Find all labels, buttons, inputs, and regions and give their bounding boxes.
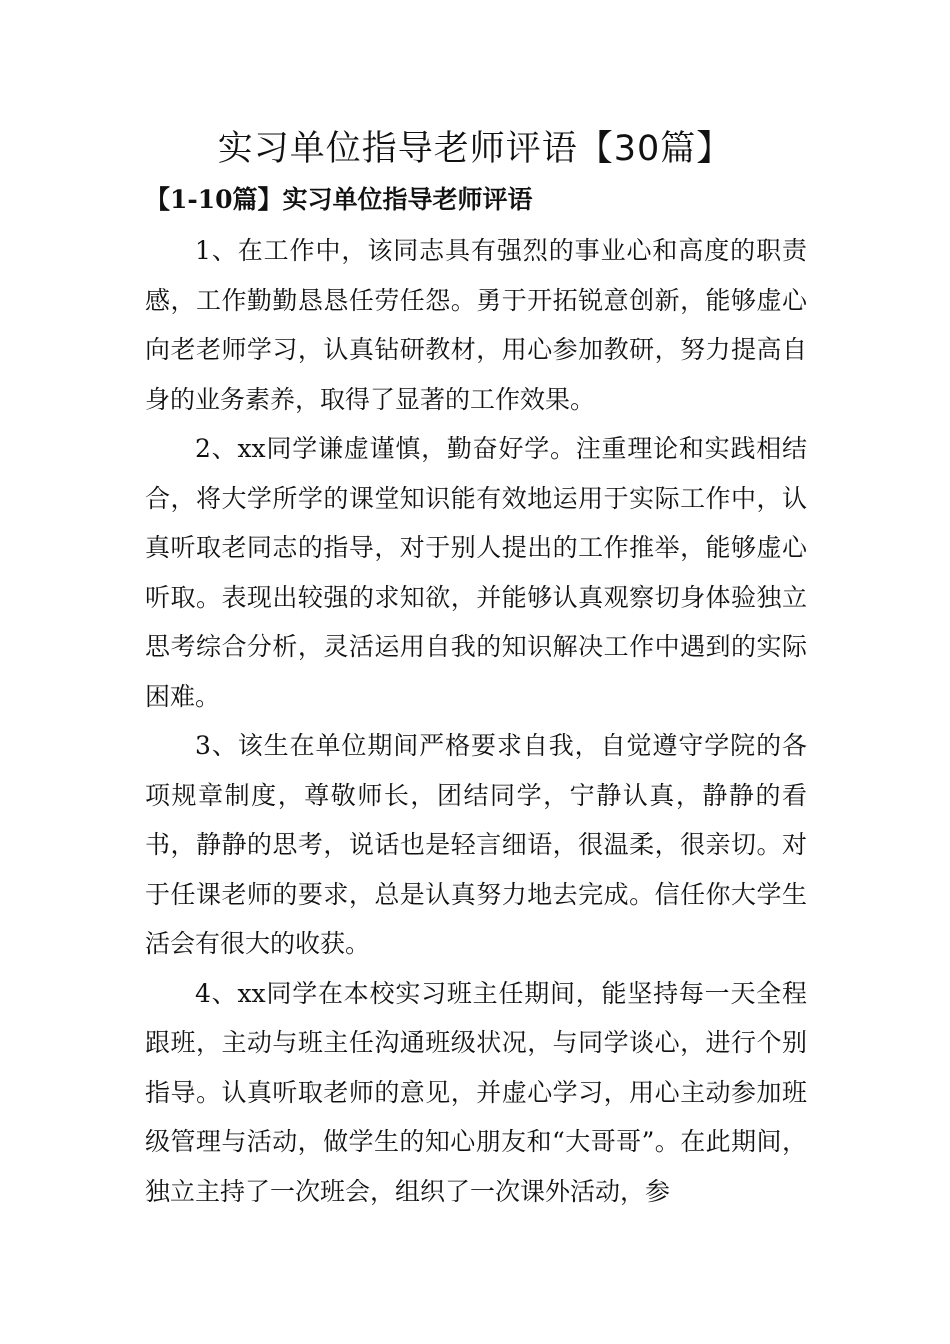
paragraph-1: 1、在工作中，该同志具有强烈的事业心和高度的职责感，工作勤勤恳恳任劳任怨。勇于开拓锐意创新，能够虚心向老老师学习，认真钻研教材，用心参加教研，努力提高自身的业务素养，取得了显著的工作效果。 — [145, 236, 807, 414]
document-title: 实习单位指导老师评语【30篇】 — [217, 129, 733, 169]
document-body — [145, 226, 807, 1216]
paragraph-3: 3、该生在单位期间严格要求自我，自觉遵守学院的各项规章制度，尊敬师长，团结同学，宁静认真，静静的看书，静静的思考，说话也是轻言细语，很温柔，很亲切。对于任课老师的要求，总是认真努力地去完成。信任你大学生活会有很大的收获。 — [145, 731, 807, 958]
paragraph-4: 4、xx同学在本校实习班主任期间，能坚持每一天全程跟班，主动与班主任沟通班级状况，与同学谈心，进行个别指导。认真听取老师的意见，并虚心学习，用心主动参加班级管理与活动，做学生的知心朋友和“大哥哥”。在此期间，独立主持了一次班会，组织了一次课外活动，参 — [145, 978, 807, 1206]
paragraph-2: 2、xx同学谦虚谨慎，勤奋好学。注重理论和实践相结合，将大学所学的课堂知识能有效地运用于实际工作中，认真听取老同志的指导，对于别人提出的工作推举，能够虚心听取。表现出较强的求知欲，并能够认真观察切身体验独立思考综合分析，灵活运用自我的知识解决工作中遇到的实际困难。 — [145, 434, 807, 711]
section-heading: 【1-10篇】实习单位指导老师评语 — [145, 185, 533, 214]
